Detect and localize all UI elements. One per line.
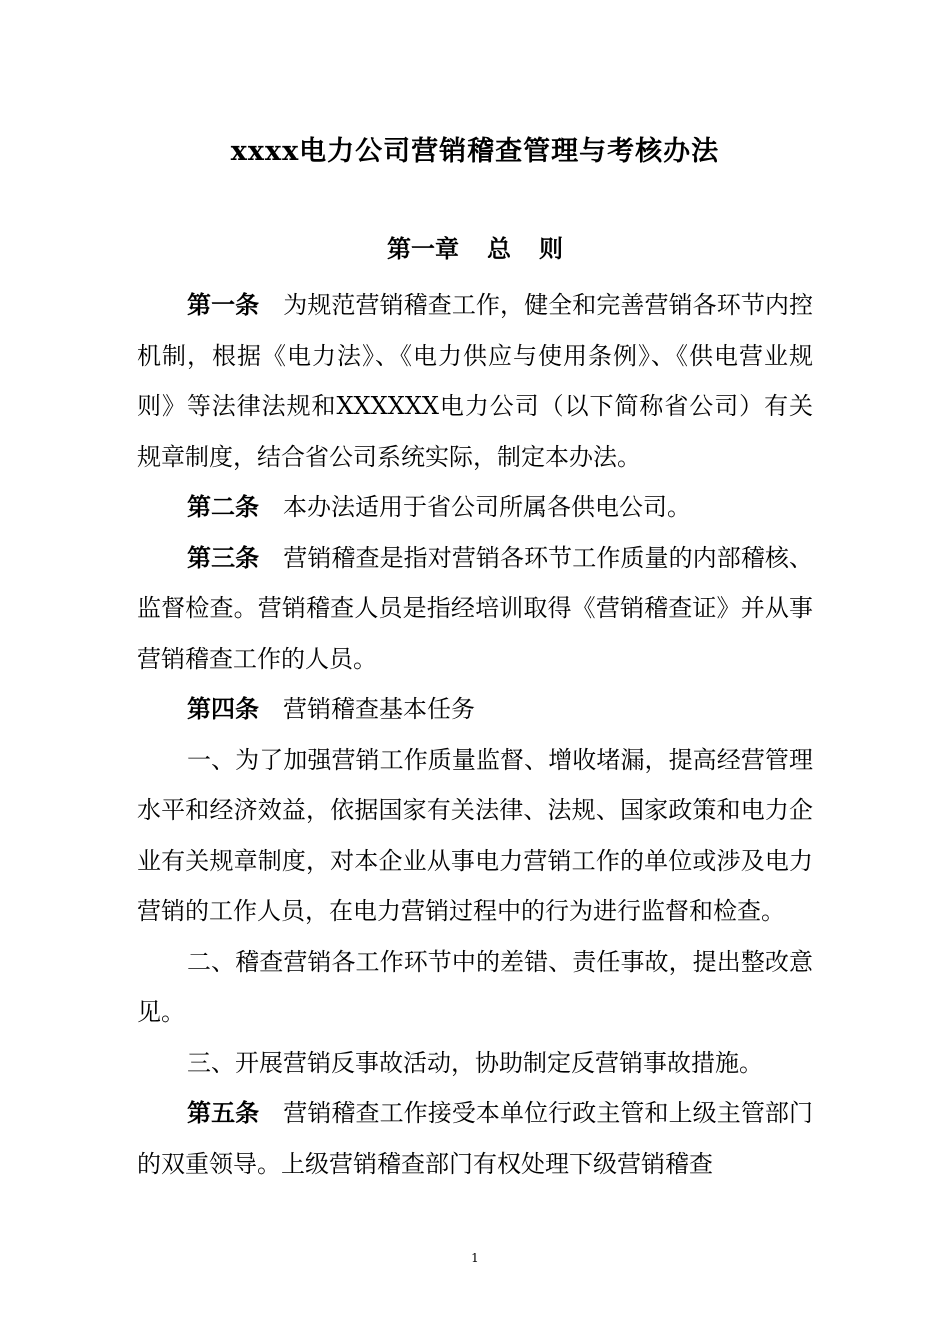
article-heading: 第五条 [187,1098,260,1127]
chapter-name-part1: 总 [487,234,511,263]
article-3 [137,533,813,685]
task-item-3: 三、开展营销反事故活动，协助制定反营销事故措施。 [187,1048,763,1077]
document-title: xxxx电力公司营销稽查管理与考核办法 [230,136,720,167]
article-text: 为规范营销稽查工作，健全和完善营销各环节内控机制，根据《电力法》、《电力供应与使用条例》、《供电营业规则》等法律法规和XXXXXX电力公司（以下简称省公司）有关规章制度，结合省公司系统实际，制定本办法。 [137,291,813,471]
article-heading: 第一条 [187,290,260,319]
article-heading: 第二条 [187,492,259,521]
article-text: 营销稽查是指对营销各环节工作质量的内部稽核、监督检查。营销稽查人员是指经培训取得《营销稽查证》并从事营销稽查工作的人员。 [137,543,813,673]
article-1 [137,280,813,482]
task-item-2: 二、稽查营销各工作环节中的差错、责任事故，提出整改意见。 [137,947,813,1026]
article-5 [137,1088,813,1189]
article-heading: 第三条 [187,542,260,572]
article-text: 营销稽查基本任务 [283,695,475,723]
chapter-name-part2: 则 [539,234,563,263]
article-text: 本办法适用于省公司所属各供电公司。 [283,493,691,521]
chapter-heading [0,232,950,266]
article-4 [137,684,813,735]
article-text: 营销稽查工作接受本单位行政主管和上级主管部门的双重领导。上级营销稽查部门有权处理下级营销稽查 [137,1099,813,1178]
page-number: 1 [471,1251,479,1265]
article-heading: 第四条 [187,694,259,723]
article-2 [137,482,813,533]
chapter-label: 第一章 [387,234,459,263]
task-item-1: 一、为了加强营销工作质量监督、增收堵漏，提高经营管理水平和经济效益，依据国家有关法律、法规、国家政策和电力企业有关规章制度，对本企业从事电力营销工作的单位或涉及电力营销的工作人员，在电力营销过程中的行为进行监督和检查。 [137,745,813,925]
document-body [137,280,813,1189]
